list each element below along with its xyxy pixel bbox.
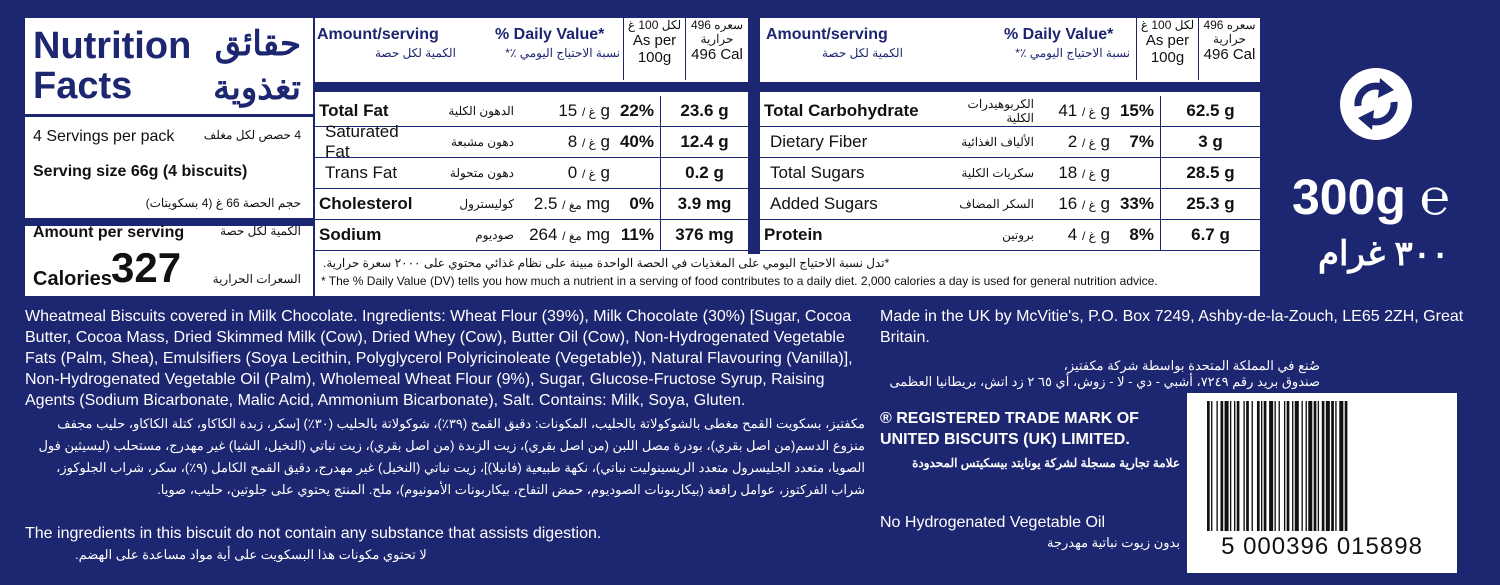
header-amount-serving-ar: الكمية لكل حصة — [822, 46, 903, 60]
per100-ar: لكل 100 غ — [627, 18, 682, 32]
nutrient-name-ar: دهون متحولة — [449, 166, 514, 180]
per100-en-1: As per — [1145, 32, 1190, 49]
nutrient-daily-value: 22% — [619, 101, 654, 120]
nutrient-name-ar: سكريات الكلية — [961, 166, 1034, 180]
header-daily-value: % Daily Value* — [1004, 26, 1114, 43]
barcode-bar — [1287, 401, 1290, 531]
barcode-bar — [1308, 401, 1312, 531]
nutrient-name: Total Sugars — [770, 163, 865, 182]
nutrient-amount: غ / 4 g — [1067, 225, 1110, 244]
nutrient-amount: غ / 2 g — [1067, 132, 1110, 151]
nutrient-per-100g: 23.6 g — [660, 96, 748, 126]
title-en-line1: Nutrition — [33, 25, 192, 67]
nutrient-amount: غ / 8 g — [567, 132, 610, 151]
no-hydrogenated-oil-ar: بدون زيوت نباتية مهدرجة — [1046, 535, 1180, 550]
header-amount-serving-ar: الكمية لكل حصة — [375, 46, 456, 60]
barcode-bar — [1335, 401, 1336, 531]
barcode-bar — [1243, 401, 1244, 531]
nutrient-per-100g: 62.5 g — [1160, 96, 1260, 126]
cal-ar-1: سعره 496 — [690, 18, 744, 32]
barcode-bar — [1234, 401, 1235, 531]
barcode-bar — [1207, 401, 1210, 531]
table-header — [315, 18, 748, 82]
nutrient-amount: غ / 41 g — [1058, 101, 1110, 120]
nutrient-name-ar: كوليسترول — [459, 197, 514, 211]
cal-ar-1: سعره 496 — [1203, 18, 1256, 32]
barcode-bar — [1211, 401, 1212, 531]
nutrient-per-100g: 6.7 g — [1160, 220, 1260, 250]
barcode-bar — [1246, 401, 1249, 531]
nutrient-name: Total Fat — [319, 101, 389, 120]
per100-en-2: 100g — [1150, 49, 1185, 66]
thick-divider — [760, 82, 1260, 92]
calories-ar: السعرات الحرارية — [212, 272, 301, 286]
title-en-line2: Facts — [33, 65, 133, 107]
barcode-bar — [1279, 401, 1280, 531]
header-amount-serving: Amount/serving — [317, 26, 439, 43]
nutrient-name: Protein — [764, 225, 823, 244]
nutrient-row — [315, 189, 748, 220]
nutrient-name-ar: بروتين — [1002, 228, 1034, 242]
nutrient-row — [760, 189, 1260, 220]
cal-en: 496 Cal — [691, 46, 743, 63]
barcode-bar — [1331, 401, 1334, 531]
table-header — [760, 18, 1260, 82]
ingredients-ar: مكفتيز، بسكويت القمح مغطى بالشوكولاتة بالحليب، المكونات: دقيق القمح (٣٩٪)، شوكولاتة بالحليب (٣٠٪) [سكر، زبدة الكاكاو، كتلة الكاكاو، حليب مجفف منزوع الدسم(من اصل بقري)، بودرة مصل اللبن (من اصل بقري)، زيت الزبدة (من اصل بقري)، زيت نباتي (النخيل، الشيا) غير مهدرج، مستحلب (ليسيثين فول الصويا، متعدد الجليسرول متعدد الريسينوليت نباتي)، نكهة طبيعية (فانيلا)]، زيت نباتي (النخيل) غير مهدرج، دقيق القمح الكامل (٩٪)، سكر، شراب الجلوكوز، شراب الفركتوز، عوامل رافعة (بيكاربونات الصوديوم، حمض التفاح، بيكاربونات الأمونيوم)، ملح. المنتج يحتوي على جلوتين، حليب، صويا. — [38, 416, 865, 497]
header-daily-value-ar: نسبة الاحتياج اليومي ٪* — [1015, 46, 1130, 60]
header-calories — [1198, 18, 1260, 80]
nutrient-daily-value: 11% — [620, 225, 654, 244]
made-in-ar-2: صندوق بريد رقم ٧٢٤٩، أشبي - دي - لا - زوش، أي ٦٥ ٢ زد اتش، بريطانيا العظمى — [889, 374, 1320, 389]
calories-row — [33, 244, 301, 292]
barcode-bar — [1257, 401, 1260, 531]
barcode-bar — [1230, 401, 1231, 531]
per100-ar: لكل 100 غ — [1140, 18, 1195, 32]
nutrition-facts-title-ar — [213, 22, 301, 110]
header-daily-value-ar: نسبة الاحتياج اليومي ٪* — [505, 46, 620, 60]
nutrient-row — [760, 127, 1260, 158]
nutrient-name-ar: الدهون الكلية — [448, 104, 514, 118]
barcode-bar — [1295, 401, 1299, 531]
nutrient-per-100g: 28.5 g — [1160, 158, 1260, 188]
calories-value: 327 — [111, 244, 182, 291]
made-in-ar — [880, 358, 1320, 390]
nutrient-name: Added Sugars — [770, 194, 878, 213]
nutrient-daily-value: 8% — [1129, 225, 1154, 244]
barcode-bar — [1269, 401, 1273, 531]
barcode-bar — [1326, 401, 1330, 531]
cal-en: 496 Cal — [1203, 46, 1256, 63]
nutrient-name-ar: الكربوهيدرات الكلية — [967, 97, 1034, 125]
per100-en-2: 100g — [637, 49, 672, 66]
barcode-bar — [1292, 401, 1293, 531]
no-hydrogenated-oil: No Hydrogenated Vegetable Oil — [880, 514, 1106, 531]
nutrient-name: Total Carbohydrate — [764, 101, 919, 120]
nutrient-daily-value: 7% — [1129, 132, 1154, 151]
nutrient-daily-value: 15% — [1119, 101, 1154, 120]
nutrient-per-100g: 12.4 g — [660, 127, 748, 157]
barcode-bar — [1314, 401, 1317, 531]
barcode-bar — [1306, 401, 1307, 531]
trademark-text: ® REGISTERED TRADE MARK OF UNITED BISCUITS (UK) LIMITED. — [880, 410, 1139, 448]
calories-label: Calories — [33, 268, 112, 290]
barcode-bar — [1302, 401, 1303, 531]
made-in-text: Made in the UK by McVitie's, P.O. Box 7249, Ashby-de-la-Zouch, LE65 2ZH, Great Britain. — [880, 308, 1464, 346]
servings-per-pack: 4 Servings per pack — [33, 128, 175, 145]
cal-ar-2: حرارية — [1213, 32, 1246, 46]
barcode-bar — [1264, 401, 1267, 531]
nutrient-per-100g: 376 mg — [660, 220, 748, 250]
servings-per-pack-ar: 4 حصص لكل مغلف — [203, 128, 301, 142]
nutrient-name: Trans Fat — [325, 163, 398, 182]
barcode — [1187, 393, 1457, 573]
nutrient-per-100g: 25.3 g — [1160, 189, 1260, 219]
title-ar-line1: حقائق — [214, 25, 301, 63]
nutrient-amount: مغ / 264 mg — [529, 225, 610, 244]
nutrient-name: Sodium — [319, 225, 382, 244]
amount-per-serving-row — [33, 224, 301, 242]
nutrient-row — [315, 122, 748, 161]
nutrient-name: Dietary Fiber — [770, 132, 868, 151]
divider — [25, 114, 313, 117]
nutrient-name-ar: صوديوم — [475, 228, 514, 242]
nutrient-name-ar: الألياف الغذائية — [961, 135, 1034, 149]
trademark-ar: علامة تجارية مسجلة لشركة يونايتد بيسكيتس المحدودة — [912, 456, 1180, 470]
nutrient-row — [760, 220, 1260, 251]
nutrient-daily-value: 0% — [629, 194, 654, 213]
net-weight: 300g ℮ — [1292, 169, 1450, 225]
barcode-bar — [1339, 401, 1343, 531]
header-amount-serving: Amount/serving — [766, 26, 888, 43]
nutrient-name-ar: السكر المضاف — [959, 197, 1034, 211]
serving-size-ar: حجم الحصة 66 غ (4 بسكويتات) — [145, 196, 301, 210]
servings-per-pack-row — [33, 128, 301, 146]
made-in-ar-1: صُنع في المملكة المتحدة بواسطة شركة مكفتيز، — [1063, 358, 1320, 373]
digestion-ar: لا تحتوي مكونات هذا البسكويت على أية مواد مساعدة على الهضم. — [75, 547, 427, 562]
per100-en-1: As per — [632, 32, 677, 49]
nutrient-name: Saturated Fat — [325, 122, 399, 161]
nutrient-per-100g: 0.2 g — [660, 158, 748, 188]
nutrient-per-100g: 3.9 mg — [660, 189, 748, 219]
barcode-bar — [1252, 401, 1253, 531]
thick-divider — [315, 82, 748, 92]
nutrient-name: Cholesterol — [319, 194, 413, 213]
header-daily-value: % Daily Value* — [495, 26, 605, 43]
daily-value-footnote — [315, 254, 1260, 296]
barcode-bar — [1221, 401, 1224, 531]
footnote-ar: *تدل نسبة الاحتياج اليومي على المغذيات في الحصة الواحدة مبينة على نظام غذائي محتوي على ٢٠٠٠ سعرة حرارية. — [323, 256, 890, 270]
barcode-bar — [1275, 401, 1276, 531]
nutrient-per-100g: 3 g — [1160, 127, 1260, 157]
nutrient-amount: غ / 15 g — [558, 101, 610, 120]
nutrition-facts-title — [33, 26, 191, 106]
barcode-bar — [1322, 401, 1325, 531]
barcode-bar — [1318, 401, 1319, 531]
ingredients-en: Wheatmeal Biscuits covered in Milk Chocolate. Ingredients: Wheat Flour (39%), Milk Chocolate (30%) [Sugar, Cocoa Butter, Cocoa Mass, Dried Skimmed Milk (Cow), Dried Whey (Cow), Butter Oil (Cow), Non-Hydrogenated Vegetable Fats (Palm, Shea), Emulsifiers (Soya Lecithin, Polyglycerol Polyricinoleate (Vegetable)), Natural Flavouring (Vanilla)], Non-Hydrogenated Vegetable Oil (Palm), Wholemeal Wheat Flour (9%), Sugar, Glucose-Fructose Syrup, Raising Agents (Sodium Bicarbonate, Malic Acid, Ammonium Bicarbonate), Salt. Contains: Milk, Soya, Gluten. — [25, 308, 853, 409]
nutrient-row — [760, 158, 1260, 189]
nutrient-daily-value: 40% — [619, 132, 654, 151]
table-rows — [760, 96, 1260, 251]
nutrient-row — [760, 96, 1260, 127]
nutrition-facts-panel — [25, 18, 313, 296]
nutrient-name-ar: دهون مشبعة — [451, 135, 514, 149]
header-per100 — [623, 18, 685, 80]
barcode-bar — [1225, 401, 1229, 531]
nutrient-amount: غ / 16 g — [1058, 194, 1110, 213]
net-weight-ar: ٣٠٠ غرام — [1318, 235, 1450, 273]
nutrient-daily-value: 33% — [1119, 194, 1154, 213]
serving-size: Serving size 66g (4 biscuits) — [33, 163, 248, 180]
barcode-bar — [1284, 401, 1285, 531]
recycle-arrows-icon — [1340, 68, 1412, 140]
header-per100 — [1136, 18, 1198, 80]
title-ar-line2: تغذوية — [213, 69, 301, 107]
barcode-bar — [1261, 401, 1262, 531]
amount-per-serving-ar: الكمية لكل حصة — [220, 224, 301, 238]
digestion-note — [25, 523, 865, 565]
header-calories — [685, 18, 748, 80]
barcode-number: 5 000396 015898 — [1221, 533, 1423, 560]
barcode-bars — [1207, 401, 1437, 531]
nutrient-amount: مغ / 2.5 mg — [533, 194, 610, 213]
barcode-bar — [1237, 401, 1240, 531]
nutrient-row — [315, 158, 748, 189]
nutrient-amount: غ / 18 g — [1058, 163, 1110, 182]
nutrient-row — [315, 220, 748, 251]
nutrient-amount: غ / 0 g — [567, 163, 610, 182]
barcode-bar — [1216, 401, 1217, 531]
cal-ar-2: حرارية — [700, 32, 734, 46]
barcode-bar — [1345, 401, 1348, 531]
digestion-en: The ingredients in this biscuit do not contain any substance that assists digestion. — [25, 525, 602, 542]
amount-per-serving: Amount per serving — [33, 224, 185, 241]
footnote-en: * The % Daily Value (DV) tells you how much a nutrient in a serving of food contributes to a daily diet. 2,000 calories a day is used for general nutrition advice. — [321, 274, 1158, 288]
table-rows — [315, 96, 748, 251]
